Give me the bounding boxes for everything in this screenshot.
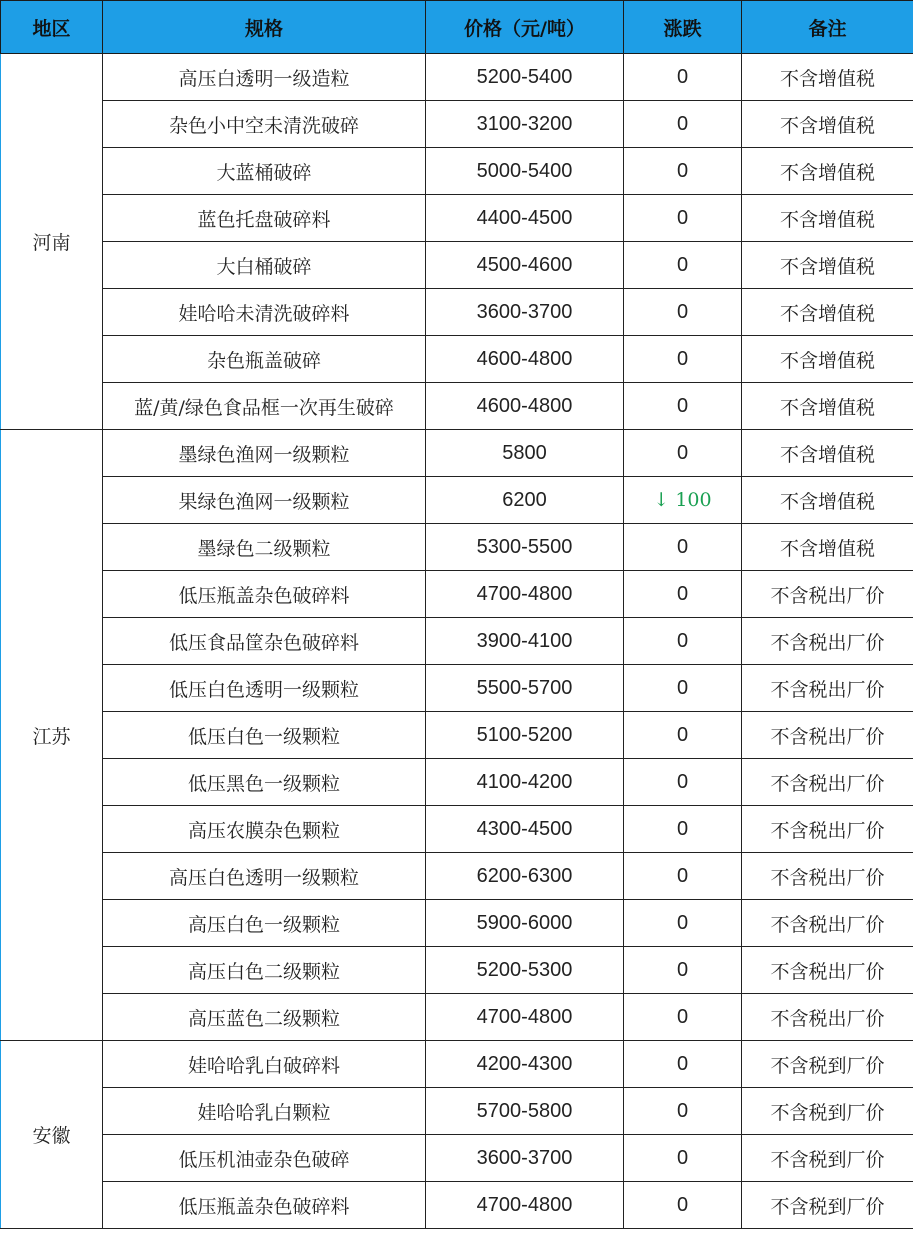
note-cell: 不含税出厂价 xyxy=(742,571,913,618)
table-row xyxy=(1,618,913,665)
change-cell: 0 xyxy=(624,759,742,806)
spec-cell: 娃哈哈未清洗破碎料 xyxy=(103,289,426,336)
note-cell: 不含税到厂价 xyxy=(742,1041,913,1088)
note-cell: 不含税出厂价 xyxy=(742,947,913,994)
table-row xyxy=(1,571,913,618)
note-cell: 不含增值税 xyxy=(742,54,913,101)
note-cell: 不含税出厂价 xyxy=(742,900,913,947)
price-cell: 5200-5300 xyxy=(426,947,624,994)
spec-cell: 低压白色透明一级颗粒 xyxy=(103,665,426,712)
price-cell: 5300-5500 xyxy=(426,524,624,571)
region-cell: 安徽 xyxy=(1,1041,103,1229)
table-row xyxy=(1,336,913,383)
change-cell: 0 xyxy=(624,994,742,1041)
table-row xyxy=(1,242,913,289)
note-cell: 不含增值税 xyxy=(742,336,913,383)
note-cell: 不含增值税 xyxy=(742,383,913,430)
spec-cell: 蓝/黄/绿色食品框一次再生破碎 xyxy=(103,383,426,430)
change-cell: 0 xyxy=(624,665,742,712)
note-cell: 不含增值税 xyxy=(742,289,913,336)
change-cell: 0 xyxy=(624,430,742,477)
price-cell: 5200-5400 xyxy=(426,54,624,101)
note-cell: 不含税出厂价 xyxy=(742,618,913,665)
change-cell: 0 xyxy=(624,54,742,101)
price-cell: 5100-5200 xyxy=(426,712,624,759)
table-row xyxy=(1,1135,913,1182)
table-row xyxy=(1,477,913,524)
change-cell: 0 xyxy=(624,900,742,947)
arrow-down-icon: ↓ xyxy=(653,488,670,511)
spec-cell: 低压瓶盖杂色破碎料 xyxy=(103,571,426,618)
region-cell: 江苏 xyxy=(1,430,103,1041)
spec-cell: 娃哈哈乳白破碎料 xyxy=(103,1041,426,1088)
change-cell: 0 xyxy=(624,806,742,853)
change-cell: 0 xyxy=(624,148,742,195)
price-cell: 4200-4300 xyxy=(426,1041,624,1088)
price-cell: 5700-5800 xyxy=(426,1088,624,1135)
price-cell: 6200-6300 xyxy=(426,853,624,900)
spec-cell: 低压瓶盖杂色破碎料 xyxy=(103,1182,426,1229)
price-cell: 4700-4800 xyxy=(426,1182,624,1229)
header-note: 备注 xyxy=(742,1,913,54)
note-cell: 不含税出厂价 xyxy=(742,759,913,806)
spec-cell: 低压食品筐杂色破碎料 xyxy=(103,618,426,665)
change-cell: 0 xyxy=(624,101,742,148)
spec-cell: 大蓝桶破碎 xyxy=(103,148,426,195)
change-cell: 0 xyxy=(624,383,742,430)
price-cell: 4600-4800 xyxy=(426,336,624,383)
note-cell: 不含税出厂价 xyxy=(742,712,913,759)
note-cell: 不含税出厂价 xyxy=(742,853,913,900)
spec-cell: 娃哈哈乳白颗粒 xyxy=(103,1088,426,1135)
table-row xyxy=(1,994,913,1041)
note-cell: 不含税出厂价 xyxy=(742,665,913,712)
spec-cell: 蓝色托盘破碎料 xyxy=(103,195,426,242)
table-row xyxy=(1,195,913,242)
region-cell: 河南 xyxy=(1,54,103,430)
spec-cell: 高压蓝色二级颗粒 xyxy=(103,994,426,1041)
spec-cell: 杂色瓶盖破碎 xyxy=(103,336,426,383)
change-cell: 0 xyxy=(624,618,742,665)
price-cell: 4400-4500 xyxy=(426,195,624,242)
price-cell: 3600-3700 xyxy=(426,289,624,336)
table-row xyxy=(1,853,913,900)
spec-cell: 低压机油壶杂色破碎 xyxy=(103,1135,426,1182)
change-cell: 0 xyxy=(624,571,742,618)
table-row xyxy=(1,101,913,148)
price-cell: 4500-4600 xyxy=(426,242,624,289)
price-cell: 6200 xyxy=(426,477,624,524)
change-cell: 0 xyxy=(624,712,742,759)
spec-cell: 大白桶破碎 xyxy=(103,242,426,289)
header-price: 价格（元/吨） xyxy=(426,1,624,54)
table-body xyxy=(1,54,913,1229)
change-cell: 0 xyxy=(624,1182,742,1229)
note-cell: 不含税出厂价 xyxy=(742,994,913,1041)
price-cell: 3600-3700 xyxy=(426,1135,624,1182)
price-cell: 5500-5700 xyxy=(426,665,624,712)
change-cell xyxy=(624,477,742,524)
note-cell: 不含增值税 xyxy=(742,524,913,571)
table-row xyxy=(1,759,913,806)
change-cell: 0 xyxy=(624,524,742,571)
spec-cell: 低压黑色一级颗粒 xyxy=(103,759,426,806)
table-row xyxy=(1,148,913,195)
table-header xyxy=(1,1,913,54)
price-cell: 4700-4800 xyxy=(426,571,624,618)
price-cell: 5800 xyxy=(426,430,624,477)
change-cell: 0 xyxy=(624,336,742,383)
change-amount: 100 xyxy=(669,488,712,511)
table-row xyxy=(1,383,913,430)
note-cell: 不含税到厂价 xyxy=(742,1182,913,1229)
price-cell: 4700-4800 xyxy=(426,994,624,1041)
table-row xyxy=(1,900,913,947)
note-cell: 不含增值税 xyxy=(742,195,913,242)
header-region: 地区 xyxy=(1,1,103,54)
table-row xyxy=(1,430,913,477)
note-cell: 不含税到厂价 xyxy=(742,1088,913,1135)
spec-cell: 高压农膜杂色颗粒 xyxy=(103,806,426,853)
change-cell: 0 xyxy=(624,195,742,242)
note-cell: 不含增值税 xyxy=(742,242,913,289)
price-cell: 4300-4500 xyxy=(426,806,624,853)
change-down-value xyxy=(653,489,711,511)
table-row xyxy=(1,947,913,994)
table-row xyxy=(1,1182,913,1229)
header-spec: 规格 xyxy=(103,1,426,54)
table-row xyxy=(1,1088,913,1135)
change-cell: 0 xyxy=(624,1135,742,1182)
spec-cell: 杂色小中空未清洗破碎 xyxy=(103,101,426,148)
table-row xyxy=(1,524,913,571)
note-cell: 不含增值税 xyxy=(742,477,913,524)
header-row xyxy=(1,1,913,54)
price-cell: 4100-4200 xyxy=(426,759,624,806)
price-cell: 3900-4100 xyxy=(426,618,624,665)
spec-cell: 墨绿色二级颗粒 xyxy=(103,524,426,571)
spec-cell: 高压白色二级颗粒 xyxy=(103,947,426,994)
note-cell: 不含增值税 xyxy=(742,430,913,477)
change-cell: 0 xyxy=(624,1088,742,1135)
table-row xyxy=(1,806,913,853)
note-cell: 不含增值税 xyxy=(742,148,913,195)
table-row xyxy=(1,665,913,712)
change-cell: 0 xyxy=(624,853,742,900)
price-cell: 5900-6000 xyxy=(426,900,624,947)
change-cell: 0 xyxy=(624,242,742,289)
spec-cell: 高压白色一级颗粒 xyxy=(103,900,426,947)
spec-cell: 墨绿色渔网一级颗粒 xyxy=(103,430,426,477)
table-row xyxy=(1,289,913,336)
note-cell: 不含增值税 xyxy=(742,101,913,148)
price-cell: 4600-4800 xyxy=(426,383,624,430)
spec-cell: 高压白色透明一级颗粒 xyxy=(103,853,426,900)
spec-cell: 低压白色一级颗粒 xyxy=(103,712,426,759)
note-cell: 不含税出厂价 xyxy=(742,806,913,853)
table-row xyxy=(1,712,913,759)
price-cell: 3100-3200 xyxy=(426,101,624,148)
header-change: 涨跌 xyxy=(624,1,742,54)
note-cell: 不含税到厂价 xyxy=(742,1135,913,1182)
change-cell: 0 xyxy=(624,289,742,336)
table-row xyxy=(1,54,913,101)
change-cell: 0 xyxy=(624,1041,742,1088)
spec-cell: 果绿色渔网一级颗粒 xyxy=(103,477,426,524)
change-cell: 0 xyxy=(624,947,742,994)
table-row xyxy=(1,1041,913,1088)
spec-cell: 高压白透明一级造粒 xyxy=(103,54,426,101)
price-cell: 5000-5400 xyxy=(426,148,624,195)
